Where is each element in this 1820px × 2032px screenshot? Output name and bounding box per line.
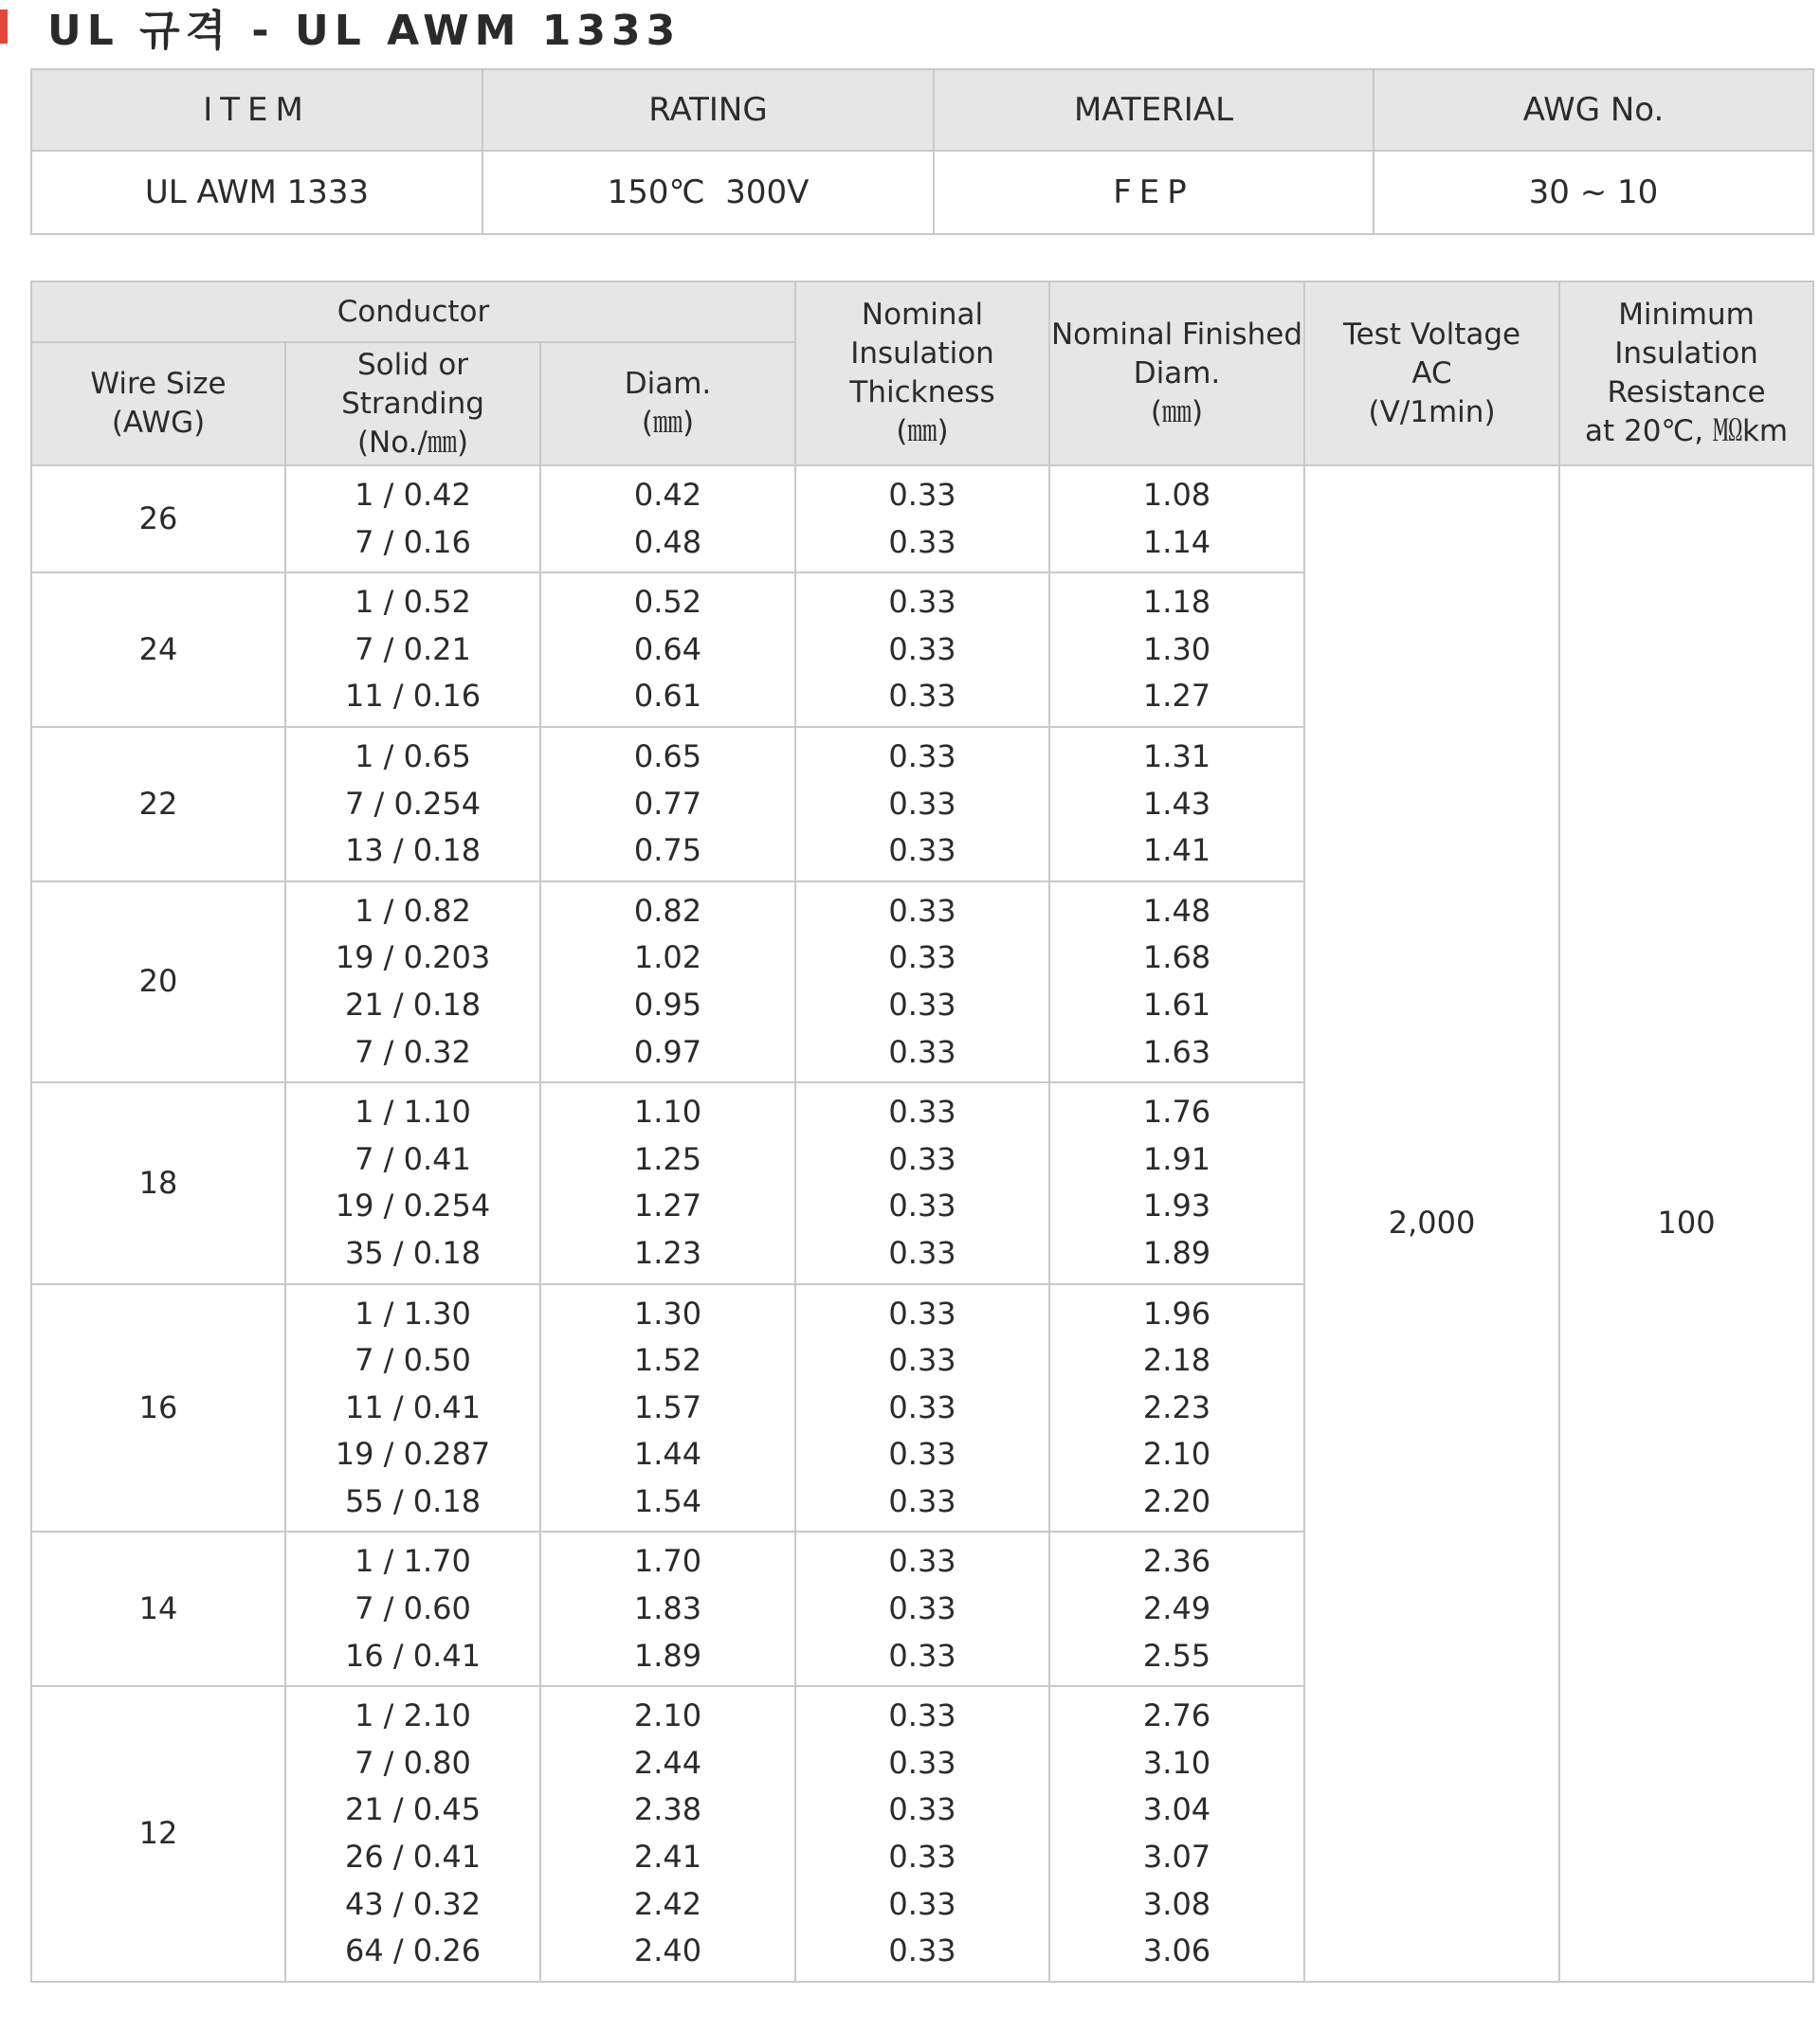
finished-value: 2.23 [1142, 1388, 1211, 1425]
insulation-value: 0.33 [888, 1094, 956, 1131]
diam-value: 1.23 [633, 1234, 702, 1271]
stranding-value: 7 / 0.50 [355, 1342, 471, 1379]
diam-cell [540, 881, 795, 1082]
finished-value: 1.91 [1142, 1140, 1211, 1177]
finished-value: 2.55 [1142, 1637, 1211, 1674]
summary-header-material: MATERIAL [934, 69, 1374, 151]
diam-value: 1.25 [633, 1140, 702, 1177]
page-title-text: UL 규격 - UL AWM 1333 [47, 7, 682, 55]
stranding-cell [285, 465, 540, 572]
diam-value: 1.54 [633, 1482, 702, 1519]
stranding-value: 13 / 0.18 [344, 832, 482, 869]
header-line: Minimum [1618, 298, 1755, 332]
insulation-value: 0.33 [888, 1188, 956, 1225]
insulation-value: 0.33 [888, 1482, 956, 1519]
diam-value: 2.42 [633, 1885, 702, 1922]
page-title [0, 0, 681, 53]
insulation-value: 0.33 [888, 1885, 956, 1922]
finished-value: 2.76 [1142, 1697, 1211, 1734]
header-line: Thickness [849, 375, 995, 409]
summary-header-awg: AWG No. [1374, 69, 1813, 151]
diam-value: 0.97 [633, 1033, 702, 1070]
header-conductor: Conductor [31, 281, 795, 342]
summary-header-item: ITEM [31, 69, 482, 151]
stranding-value: 16 / 0.41 [344, 1637, 482, 1674]
insulation-value: 0.33 [888, 1590, 956, 1627]
awg-cell: 24 [31, 572, 285, 727]
stranding-value: 1 / 0.42 [355, 477, 471, 513]
finished-value: 2.20 [1142, 1482, 1211, 1519]
finished-cell [1049, 881, 1304, 1082]
header-wire-size [31, 342, 285, 465]
header-line: (No./㎜) [356, 425, 469, 460]
header-line: (㎜) [1150, 394, 1204, 429]
diam-cell [540, 1082, 795, 1283]
stranding-value: 1 / 1.70 [355, 1543, 471, 1580]
diam-value: 0.95 [633, 986, 702, 1023]
insulation-value: 0.33 [888, 939, 956, 976]
finished-value: 1.89 [1142, 1234, 1211, 1271]
stranding-value: 1 / 0.65 [355, 737, 471, 774]
insulation-value: 0.33 [888, 630, 956, 667]
header-line: Solid or Stranding [341, 347, 484, 421]
diam-value: 2.41 [633, 1839, 702, 1876]
stranding-cell [285, 572, 540, 727]
finished-value: 2.36 [1142, 1543, 1211, 1580]
summary-header-row [31, 69, 1813, 151]
insulation-cell [795, 881, 1049, 1082]
diam-cell [540, 572, 795, 727]
stranding-value: 19 / 0.203 [335, 939, 491, 976]
insulation-value: 0.33 [888, 986, 956, 1023]
insulation-value: 0.33 [888, 1342, 956, 1379]
diam-value: 0.48 [633, 523, 702, 560]
stranding-value: 7 / 0.80 [355, 1744, 471, 1781]
insulation-value: 0.33 [888, 785, 956, 822]
insulation-value: 0.33 [888, 832, 956, 869]
stranding-value: 11 / 0.16 [344, 678, 482, 715]
stranding-cell [285, 881, 540, 1082]
finished-cell [1049, 1082, 1304, 1283]
insulation-value: 0.33 [888, 1744, 956, 1781]
stranding-value: 1 / 2.10 [355, 1697, 471, 1734]
diam-value: 2.40 [633, 1932, 702, 1969]
header-line: Nominal [861, 298, 984, 332]
finished-value: 3.07 [1142, 1839, 1211, 1876]
stranding-value: 21 / 0.45 [344, 1791, 482, 1828]
finished-value: 3.10 [1142, 1744, 1211, 1781]
insulation-value: 0.33 [888, 1543, 956, 1580]
header-line: Nominal Finished [1050, 317, 1303, 352]
insulation-cell [795, 572, 1049, 727]
finished-cell [1049, 572, 1304, 727]
stranding-value: 35 / 0.18 [344, 1234, 482, 1271]
header-line: (㎜) [896, 414, 949, 448]
insulation-value: 0.33 [888, 523, 956, 560]
finished-value: 2.49 [1142, 1590, 1211, 1627]
insulation-cell [795, 1082, 1049, 1283]
stranding-value: 21 / 0.18 [344, 986, 482, 1023]
diam-value: 0.64 [633, 630, 702, 667]
awg-cell: 18 [31, 1082, 285, 1283]
awg-cell: 12 [31, 1686, 285, 1982]
header-finished-diam [1049, 281, 1304, 465]
insulation-value: 0.33 [888, 1436, 956, 1473]
finished-value: 1.63 [1142, 1033, 1211, 1070]
awg-cell: 14 [31, 1532, 285, 1686]
diam-value: 0.77 [633, 785, 702, 822]
stranding-value: 1 / 0.82 [355, 892, 471, 929]
stranding-value: 7 / 0.60 [355, 1590, 471, 1627]
diam-value: 2.38 [633, 1791, 702, 1828]
header-diam [540, 342, 795, 465]
finished-value: 1.76 [1142, 1094, 1211, 1131]
header-line: Diam. [624, 367, 712, 401]
stranding-cell [285, 1082, 540, 1283]
header-line: Insulation [1614, 336, 1758, 371]
insulation-value: 0.33 [888, 1388, 956, 1425]
insulation-value: 0.33 [888, 584, 956, 621]
diam-value: 1.57 [633, 1388, 702, 1425]
awg-cell: 22 [31, 727, 285, 881]
diam-value: 0.82 [633, 892, 702, 929]
finished-cell [1049, 1532, 1304, 1686]
insulation-value: 0.33 [888, 892, 956, 929]
insulation-value: 0.33 [888, 1295, 956, 1332]
finished-value: 3.06 [1142, 1932, 1211, 1969]
diam-cell [540, 465, 795, 572]
insulation-value: 0.33 [888, 1637, 956, 1674]
diam-value: 1.83 [633, 1590, 702, 1627]
stranding-value: 7 / 0.41 [355, 1140, 471, 1177]
insulation-cell [795, 1284, 1049, 1533]
insulation-value: 0.33 [888, 477, 956, 513]
insulation-resistance-value: 100 [1559, 465, 1813, 1982]
header-line: (AWG) [111, 406, 206, 440]
finished-value: 1.08 [1142, 477, 1211, 513]
stranding-value: 26 / 0.41 [344, 1839, 482, 1876]
header-test-voltage [1304, 281, 1559, 465]
wire-size-group-row [31, 465, 1813, 572]
finished-value: 1.61 [1142, 986, 1211, 1023]
stranding-value: 55 / 0.18 [344, 1482, 482, 1519]
insulation-value: 0.33 [888, 678, 956, 715]
diam-value: 0.75 [633, 832, 702, 869]
awg-cell: 26 [31, 465, 285, 572]
diam-value: 1.10 [633, 1094, 702, 1131]
finished-value: 1.68 [1142, 939, 1211, 976]
insulation-value: 0.33 [888, 1932, 956, 1969]
insulation-value: 0.33 [888, 1234, 956, 1271]
diam-value: 1.52 [633, 1342, 702, 1379]
summary-table [30, 68, 1814, 235]
stranding-value: 1 / 0.52 [355, 584, 471, 621]
diam-value: 1.27 [633, 1188, 702, 1225]
finished-cell [1049, 1686, 1304, 1982]
summary-value-awg: 30 ~ 10 [1374, 151, 1813, 234]
header-insulation-thickness [795, 281, 1049, 465]
insulation-value: 0.33 [888, 1791, 956, 1828]
awg-cell: 16 [31, 1284, 285, 1533]
stranding-value: 19 / 0.254 [335, 1188, 491, 1225]
header-line: Test Voltage [1342, 317, 1521, 352]
finished-value: 2.10 [1142, 1436, 1211, 1473]
summary-value-rating: 150℃ 300V [482, 151, 934, 234]
summary-value-item: UL AWM 1333 [31, 151, 482, 234]
finished-cell [1049, 465, 1304, 572]
diam-value: 1.70 [633, 1543, 702, 1580]
finished-value: 3.08 [1142, 1885, 1211, 1922]
spec-body [31, 465, 1813, 1982]
stranding-value: 7 / 0.32 [355, 1033, 471, 1070]
header-line: AC [1411, 355, 1452, 390]
awg-cell: 20 [31, 881, 285, 1082]
diam-value: 0.52 [633, 584, 702, 621]
header-line: Insulation [850, 336, 994, 371]
diam-cell [540, 1284, 795, 1533]
diam-value: 1.89 [633, 1637, 702, 1674]
finished-value: 1.14 [1142, 523, 1211, 560]
header-line: (V/1min) [1368, 394, 1496, 429]
diam-cell [540, 1532, 795, 1686]
diam-value: 0.65 [633, 737, 702, 774]
insulation-cell [795, 1532, 1049, 1686]
diam-cell [540, 727, 795, 881]
stranding-cell [285, 1284, 540, 1533]
stranding-value: 7 / 0.21 [355, 630, 471, 667]
finished-value: 1.96 [1142, 1295, 1211, 1332]
diam-value: 0.42 [633, 477, 702, 513]
finished-value: 1.43 [1142, 785, 1211, 822]
header-line: Resistance [1607, 375, 1766, 409]
finished-value: 1.41 [1142, 832, 1211, 869]
finished-value: 1.18 [1142, 584, 1211, 621]
finished-value: 3.04 [1142, 1791, 1211, 1828]
stranding-value: 19 / 0.287 [335, 1436, 491, 1473]
diam-value: 1.44 [633, 1436, 702, 1473]
insulation-value: 0.33 [888, 1140, 956, 1177]
stranding-value: 64 / 0.26 [344, 1932, 482, 1969]
header-line: Wire Size [90, 367, 227, 401]
stranding-cell [285, 1532, 540, 1686]
spec-header-row-1 [31, 281, 1813, 342]
insulation-cell [795, 1686, 1049, 1982]
test-voltage-value: 2,000 [1304, 465, 1559, 1982]
finished-value: 1.93 [1142, 1188, 1211, 1225]
finished-cell [1049, 1284, 1304, 1533]
finished-value: 2.18 [1142, 1342, 1211, 1379]
diam-cell [540, 1686, 795, 1982]
finished-value: 1.31 [1142, 737, 1211, 774]
stranding-value: 7 / 0.254 [344, 785, 482, 822]
title-accent-bar [0, 9, 8, 44]
header-line: at 20℃, ㏁km [1584, 414, 1789, 448]
stranding-value: 1 / 1.10 [355, 1094, 471, 1131]
spec-table [30, 281, 1814, 1983]
diam-value: 0.61 [633, 678, 702, 715]
insulation-cell [795, 465, 1049, 572]
stranding-value: 43 / 0.32 [344, 1885, 482, 1922]
stranding-cell [285, 1686, 540, 1982]
stranding-cell [285, 727, 540, 881]
insulation-value: 0.33 [888, 1697, 956, 1734]
header-stranding [285, 342, 540, 465]
stranding-value: 1 / 1.30 [355, 1295, 471, 1332]
diam-value: 1.02 [633, 939, 702, 976]
insulation-value: 0.33 [888, 737, 956, 774]
diam-value: 2.44 [633, 1744, 702, 1781]
finished-value: 1.48 [1142, 892, 1211, 929]
summary-value-row [31, 151, 1813, 234]
stranding-value: 7 / 0.16 [355, 523, 471, 560]
stranding-value: 11 / 0.41 [344, 1388, 482, 1425]
diam-value: 2.10 [633, 1697, 702, 1734]
finished-value: 1.27 [1142, 678, 1211, 715]
insulation-value: 0.33 [888, 1033, 956, 1070]
summary-header-rating: RATING [482, 69, 934, 151]
header-line: Diam. [1133, 355, 1221, 390]
insulation-value: 0.33 [888, 1839, 956, 1876]
insulation-cell [795, 727, 1049, 881]
finished-value: 1.30 [1142, 630, 1211, 667]
finished-cell [1049, 727, 1304, 881]
header-insulation-resistance [1559, 281, 1813, 465]
summary-value-material: FEP [934, 151, 1374, 234]
diam-value: 1.30 [633, 1295, 702, 1332]
header-line: (㎜) [641, 406, 695, 440]
